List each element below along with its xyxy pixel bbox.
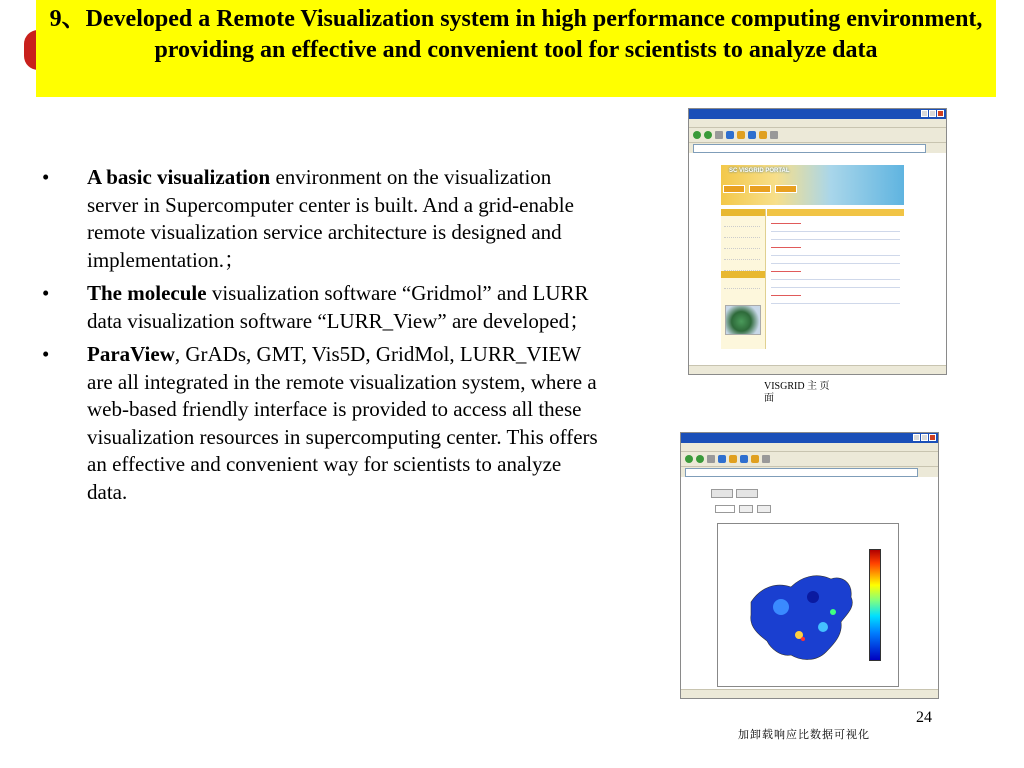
home-icon: [729, 455, 737, 463]
map-select: [715, 505, 735, 513]
address-input: [693, 144, 926, 153]
map-region: [751, 576, 853, 660]
content-line: [771, 299, 900, 304]
sidebar-item: [724, 230, 760, 238]
print-icon: [770, 131, 778, 139]
sidebar-header: [721, 271, 765, 278]
sidebar-item: [724, 252, 760, 260]
stop-icon: [707, 455, 715, 463]
map-form-button: [757, 505, 771, 513]
content-line: [771, 219, 801, 224]
bullet-item: [42, 280, 602, 335]
stop-icon: [715, 131, 723, 139]
bullet-dot-icon: •: [42, 165, 50, 189]
bullet-dot-icon: •: [42, 342, 50, 366]
back-icon: [693, 131, 701, 139]
sidebar-item: [724, 263, 760, 271]
visgrid-portal-screenshot: [688, 108, 947, 375]
map-blob: [830, 609, 836, 615]
forward-icon: [704, 131, 712, 139]
close-icon: [929, 434, 936, 441]
slide-title: 9、Developed a Remote Visualization system in high performance computing environment, providing an effective and convenient tool for scientists to analyze data: [36, 0, 996, 97]
address-input: [685, 468, 918, 477]
refresh-icon: [718, 455, 726, 463]
favorites-icon: [759, 131, 767, 139]
footer-text: 加卸载响应比数据可视化: [738, 729, 870, 741]
bullet-item: [42, 341, 602, 506]
bullet-list: [42, 164, 602, 512]
sidebar-item: [724, 241, 760, 249]
main-header: [767, 209, 904, 216]
content-line: [771, 259, 900, 264]
bullet-text: , GrADs, GMT, Vis5D, GridMol, LURR_VIEW are all integrated in the remote visualization system, where a web-based friendly interface is provided to access all these visualization resources in supercomputing center. This offers an effective and convenient way for scientists to analyze data.: [87, 342, 598, 504]
content-line: [771, 275, 900, 280]
screenshot-caption: VISGRID 主 页面: [764, 381, 830, 404]
browser-toolbar: [681, 452, 938, 467]
bullet-bold-text: The molecule: [87, 281, 207, 305]
minimize-icon: [921, 110, 928, 117]
portal-title: SC VISGRID PORTAL: [729, 168, 790, 174]
colorbar-legend: [869, 549, 881, 661]
print-icon: [762, 455, 770, 463]
page-number: 24: [916, 709, 932, 726]
portal-sidebar: [721, 209, 766, 349]
content-line: [771, 267, 801, 272]
china-map-plot: [741, 557, 861, 667]
browser-menubar: [681, 443, 938, 452]
browser-titlebar: [689, 109, 946, 119]
sidebar-item: [724, 219, 760, 227]
home-icon: [737, 131, 745, 139]
map-page: [681, 477, 938, 690]
map-tab: [736, 489, 758, 498]
bullet-dot-icon: •: [42, 281, 50, 305]
bullet-bold-text: ParaView: [87, 342, 175, 366]
content-line: [771, 251, 900, 256]
refresh-icon: [726, 131, 734, 139]
portal-page: [689, 153, 946, 366]
portal-photo: [725, 305, 761, 335]
minimize-icon: [913, 434, 920, 441]
portal-nav-button: [723, 185, 745, 193]
content-line: [771, 227, 900, 232]
content-line: [771, 235, 900, 240]
browser-statusbar: [689, 365, 946, 374]
search-icon: [740, 455, 748, 463]
content-line: [771, 243, 801, 248]
portal-main-content: [767, 209, 904, 349]
portal-nav-button: [775, 185, 797, 193]
browser-titlebar: [681, 433, 938, 443]
content-line: [771, 283, 900, 288]
map-blob: [773, 599, 789, 615]
portal-nav: [723, 185, 797, 193]
close-icon: [937, 110, 944, 117]
forward-icon: [696, 455, 704, 463]
bullet-item: [42, 164, 602, 274]
browser-menubar: [689, 119, 946, 128]
maximize-icon: [921, 434, 928, 441]
back-icon: [685, 455, 693, 463]
favorites-icon: [751, 455, 759, 463]
map-blob: [801, 637, 805, 641]
browser-statusbar: [681, 689, 938, 698]
maximize-icon: [929, 110, 936, 117]
map-tabs: [711, 489, 758, 498]
content-line: [771, 291, 801, 296]
portal-nav-button: [749, 185, 771, 193]
bullet-text: visualization software “Gridmol” and LURR data visualization software “LURR_View” are developed；: [87, 281, 591, 333]
map-blob: [818, 622, 828, 632]
map-tab: [711, 489, 733, 498]
map-form: [715, 505, 771, 513]
browser-toolbar: [689, 128, 946, 143]
map-form-button: [739, 505, 753, 513]
sidebar-header: [721, 209, 765, 216]
sidebar-item: [724, 281, 760, 289]
bullet-text: environment on the visualization server in Supercomputer center is built. And a grid-enable remote visualization service architecture is designed and implementation.；: [87, 165, 574, 272]
map-blob: [807, 591, 819, 603]
search-icon: [748, 131, 756, 139]
bullet-bold-text: A basic visualization: [87, 165, 271, 189]
lurr-map-screenshot: [680, 432, 939, 699]
